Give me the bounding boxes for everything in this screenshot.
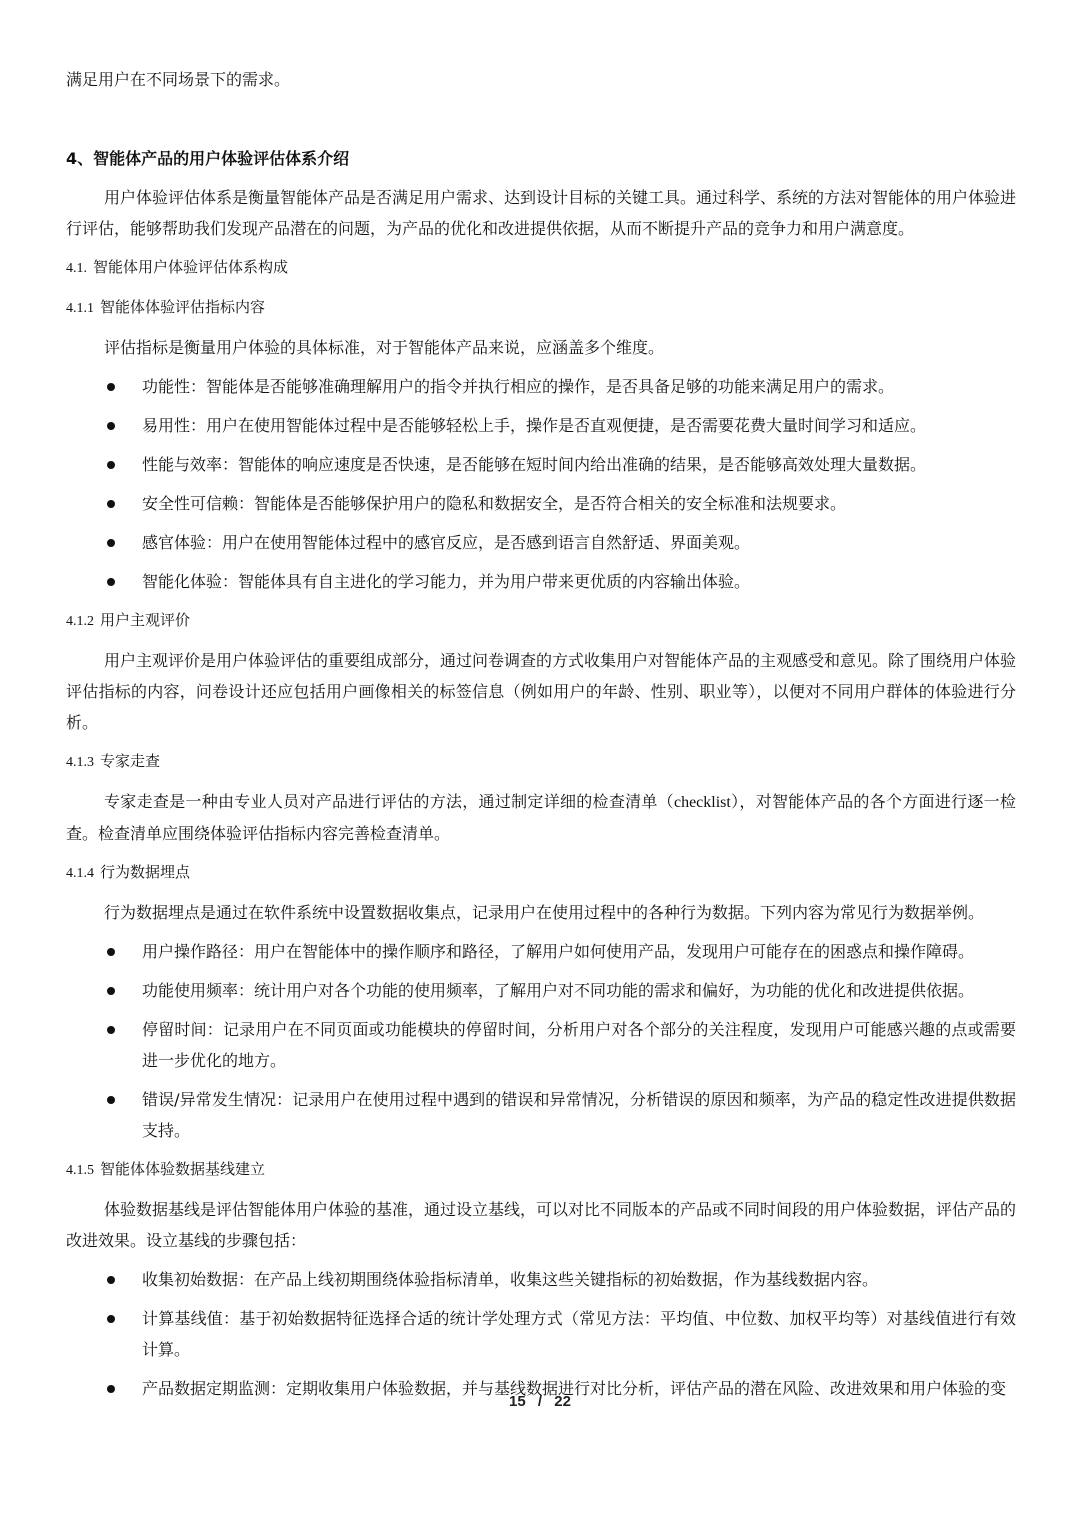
section-4-1-5-intro: 体验数据基线是评估智能体用户体验的基准，通过设立基线，可以对比不同版本的产品或不同时间段的用户体验数据，评估产品的改进效果。设立基线的步骤包括： <box>66 1200 1017 1250</box>
section-4-1-3-body: 专家走查是一种由专业人员对产品进行评估的方法，通过制定详细的检查清单（checklist），对智能体产品的各个方面进行逐一检查。检查清单应围绕体验评估指标内容完善检查清单。 <box>66 792 1016 843</box>
section-title: 智能体体验数据基线建立 <box>100 1160 266 1178</box>
bullet-icon <box>107 987 115 995</box>
section-4-1-4-heading <box>66 857 1016 889</box>
bullet-icon <box>107 500 115 508</box>
list-item: 产品数据定期监测：定期收集用户体验数据，并与基线数据进行对比分析，评估产品的潜在风险、改进效果和用户体验的变 <box>66 1373 1016 1404</box>
bullet-icon <box>107 1276 115 1284</box>
section-4-1-1-intro: 评估指标是衡量用户体验的具体标准，对于智能体产品来说，应涵盖多个维度。 <box>104 338 665 357</box>
section-4-1-3-heading <box>66 746 1016 778</box>
bullet-icon <box>107 422 115 430</box>
section-number: 4.1.4 <box>66 866 94 881</box>
list-item: 功能使用频率：统计用户对各个功能的使用频率，了解用户对不同功能的需求和偏好，为功能的优化和改进提供依据。 <box>66 975 1016 1006</box>
list-item: 功能性：智能体是否能够准确理解用户的指令并执行相应的操作，是否具备足够的功能来满足用户的需求。 <box>66 371 1016 402</box>
list-item: 计算基线值：基于初始数据特征选择合适的统计学处理方式（常见方法：平均值、中位数、加权平均等）对基线值进行有效计算。 <box>66 1303 1016 1365</box>
section-title: 用户主观评价 <box>100 611 191 629</box>
section-title: 行为数据埋点 <box>100 863 191 881</box>
section-number: 4.1.1 <box>66 301 94 316</box>
list-item: 感官体验：用户在使用智能体过程中的感官反应，是否感到语言自然舒适、界面美观。 <box>66 527 1016 558</box>
section-4-1-heading <box>66 252 1016 284</box>
page-number-footer <box>0 1392 1080 1412</box>
bullet-icon <box>107 539 115 547</box>
current-page-number: 15 <box>509 1393 526 1410</box>
page-separator: / <box>537 1393 543 1410</box>
bullet-icon <box>107 1026 115 1034</box>
section-title: 专家走查 <box>100 752 161 770</box>
list-item: 错误/异常发生情况：记录用户在使用过程中遇到的错误和异常情况，分析错误的原因和频率，为产品的稳定性改进提供数据支持。 <box>66 1084 1016 1146</box>
section-4-1-4-intro: 行为数据埋点是通过在软件系统中设置数据收集点，记录用户在使用过程中的各种行为数据。下列内容为常见行为数据举例。 <box>104 903 985 922</box>
section-4-intro: 用户体验评估体系是衡量智能体产品是否满足用户需求、达到设计目标的关键工具。通过科学、系统的方法对智能体的用户体验进行评估，能够帮助我们发现产品潜在的问题，为产品的优化和改进提供依据，从而不断提升产品的竞争力和用户满意度。 <box>66 188 1017 238</box>
section-4-1-2-body: 用户主观评价是用户体验评估的重要组成部分，通过问卷调查的方式收集用户对智能体产品的主观感受和意见。除了围绕用户体验评估指标的内容，问卷设计还应包括用户画像相关的标签信息（例如用户的年龄、性别、职业等），以便对不同用户群体的体验进行分析。 <box>66 651 1017 732</box>
list-item: 用户操作路径：用户在智能体中的操作顺序和路径，了解用户如何使用产品，发现用户可能存在的困惑点和操作障碍。 <box>66 936 1016 967</box>
section-number: 4.1.5 <box>66 1163 94 1178</box>
bullet-icon <box>107 1315 115 1323</box>
list-item: 停留时间：记录用户在不同页面或功能模块的停留时间，分析用户对各个部分的关注程度，发现用户可能感兴趣的点或需要进一步优化的地方。 <box>66 1014 1016 1076</box>
bullet-icon <box>107 383 115 391</box>
section-4-1-5-heading <box>66 1154 1016 1186</box>
section-title: 智能体用户体验评估体系构成 <box>93 258 289 276</box>
bullet-icon <box>107 578 115 586</box>
document-page <box>66 0 1016 1404</box>
list-item: 性能与效率：智能体的响应速度是否快速，是否能够在短时间内给出准确的结果，是否能够高效处理大量数据。 <box>66 449 1016 480</box>
list-item: 安全性可信赖：智能体是否能够保护用户的隐私和数据安全，是否符合相关的安全标准和法规要求。 <box>66 488 1016 519</box>
list-item: 易用性：用户在使用智能体过程中是否能够轻松上手，操作是否直观便捷，是否需要花费大量时间学习和适应。 <box>66 410 1016 441</box>
section-title: 智能体体验评估指标内容 <box>100 298 266 316</box>
section-4-1-2-heading <box>66 605 1016 637</box>
intro-tail-text: 满足用户在不同场景下的需求。 <box>66 70 291 89</box>
bullet-icon <box>107 948 115 956</box>
section-number: 4.1.3 <box>66 755 94 770</box>
section-4-title: 4、智能体产品的用户体验评估体系介绍 <box>66 149 350 168</box>
bullet-icon <box>107 1096 115 1104</box>
total-pages: 22 <box>554 1393 571 1410</box>
section-number: 4.1. <box>66 261 87 276</box>
bullet-icon <box>107 461 115 469</box>
section-4-1-1-heading <box>66 292 1016 324</box>
section-number: 4.1.2 <box>66 614 94 629</box>
checklist-term: checklist <box>673 794 731 811</box>
list-item: 收集初始数据：在产品上线初期围绕体验指标清单，收集这些关键指标的初始数据，作为基线数据内容。 <box>66 1264 1016 1295</box>
list-item: 智能化体验：智能体具有自主进化的学习能力，并为用户带来更优质的内容输出体验。 <box>66 566 1016 597</box>
